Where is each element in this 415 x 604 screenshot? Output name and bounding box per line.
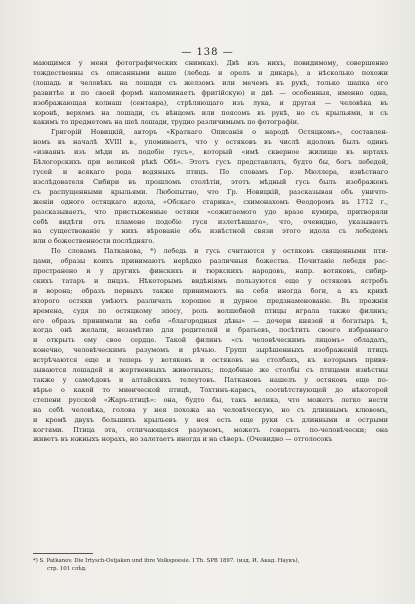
text-line: цами, образы коихъ принимаютъ нерѣдко различныя божества. Почитаніе лебедя рас-	[33, 257, 388, 266]
text-line: Григорій Новицкій, авторъ «Краткаго Описанія о народѣ Остяцкомъ», составлен-	[51, 128, 388, 137]
text-line: времена, судя по остяцкому эпосу, роль волшебной птицы играла также филинъ;	[33, 306, 388, 315]
text-line: и ворона; образъ первыхъ также принимаютъ на себя иногда боги, а къ крикѣ	[33, 286, 388, 295]
text-line: какимъ то предметомъ на шеѣ лошади, трудно различимымъ по фотографіи.	[33, 118, 300, 127]
text-line: его образъ принимали на себя «благородныя дѣвы» — дочери князей и богатыръ ѣ,	[33, 316, 388, 325]
text-line: или о божественности послѣдняго.	[33, 237, 155, 246]
text-line: развитѣе и по своей формѣ напоминаетъ фригійскую) и двѣ — особенныя, именно одна,	[33, 88, 388, 97]
text-line: (лошадь и человѣкъ на лошади съ желзомъ или мечемъ въ рукѣ, только шапка его	[33, 78, 388, 87]
text-line: конечно, человѣческимъ разумомъ и рѣчью. Групп зырѣшенныхъ изображеній птицъ	[33, 346, 388, 355]
text-line: съ распущенными крыльями. Любопытно, что Гр. Новицкій, разсказывая объ уничто-	[33, 187, 388, 196]
text-line: мающимся у меня фотографических снимках). Двѣ изъ нихъ, повидимому, совершенно	[33, 59, 388, 67]
text-line: вѣрье о какой то миѳической птицѣ, Тохтинъ-карисъ, соотвѣтствующей до нѣкоторой	[33, 385, 388, 394]
text-line: коронѣ, верхомъ на лошади, съ вѣнцомъ или поясомъ въ рукѣ, но съ крыльями, и съ	[33, 108, 388, 117]
text-line: и кромѣ двухъ большихъ крыльевъ у нея есть еще руки съ длинными и острыми	[33, 415, 388, 424]
text-line: скихъ татаръ и пнцзъ. Нѣкоторымъ видѣніямъ пользуются еще у остяковъ ястребъ	[33, 276, 388, 285]
text-line: женіи одного остяцкаго идола, «Обскаго старика», схимонахомъ Ѳеодоромъ въ 1712 г.,	[33, 197, 388, 206]
page-number: — 138 —	[181, 47, 234, 58]
text-line: изображающая колнаш (сентавра), стрѣляющаго изъ лука, и другая — человѣка въ	[33, 98, 388, 107]
text-line: разсказываетъ, что пристыженные остяки «сожигаемого удо вразе кумира, притворяли	[33, 207, 388, 216]
text-line: встрѣчаются еще и теперь у вотяковъ и остяковъ на столбахъ, къ которымъ привя-	[33, 356, 388, 365]
text-line: По словамъ Патканова, *) лебедь и гусь считаются у остяковъ священными пти-	[51, 247, 388, 256]
text-line: степени русской «Жаръ-птицѣ»: она, будто бы, такъ велика, что можетъ легко нести	[33, 395, 388, 404]
text-line: на себѣ человѣка, голова у нея похожа на человѣческую, но съ длиннымъ клювомъ,	[33, 405, 388, 414]
text-line: когтями. Птица эта, отличающаяся разумомъ, можетъ говорить по-человѣчески; она	[33, 425, 388, 434]
footnote-line: *) S. Patkanov. Die Irtysch-Ostjaken und ihre Volkspoesie. I Th. SPB 1897. (изд. И. Акад. Наукъ),	[33, 558, 300, 564]
text-line: себѣ видѣти отъ пламене подобіе гуся излетѣвшаго», что, очевидно, указываетъ	[33, 217, 388, 226]
text-line: гусей и всякаго рода водяныхъ птицъ. По словамъ Гер. Мюллера, извѣстнаго	[33, 167, 388, 176]
text-line: тождественны съ описанными выше (лебедь и орелъ и дикарь), а нѣсколько похожи	[33, 68, 388, 77]
text-line: изслѣдователя Сибири въ прошломъ столѣтіи, этотъ мѣдный гусь былъ изображенъ	[33, 177, 388, 186]
text-line: когда онѣ желали, незамѣтно для родителей и братьевъ, посѣтить своего избраннаго	[33, 326, 388, 335]
text-line: «изваянъ изъ мѣди въ подобіе гусъ», который «имѣ скверное жилище въ юртахъ	[33, 148, 388, 157]
text-line: пространено и у другихъ финскихъ и тюркскихъ народовъ, напр. вотяковъ, сибир-	[33, 267, 388, 276]
text-line: живетъ въ южныхъ норахъ, но залетаетъ иногда и на сѣверъ. (Очевидно — отголосокъ	[33, 435, 333, 444]
text-line: номъ въ началѣ XVIII в., упоминаетъ, что у остяковъ въ числѣ идоловъ былъ одинъ	[33, 138, 388, 147]
text-line: на существованіе у нихъ вѣрованіе объ извѣстной связи этого идола съ лебедемъ	[33, 227, 388, 236]
text-line: и открыть ему свое сердце. Такой филинъ «съ человѣческимъ лицомъ» обладалъ,	[33, 336, 388, 345]
text-line: зываются лошадей и жертвенныхъ животныхъ; подобные же столбы съ птицами извѣстны	[33, 366, 388, 375]
footnote-separator	[33, 553, 93, 554]
text-line: также у самоѣдовъ и алтайскихъ телеутовъ. Паткановъ нашелъ у остяковъ еще по-	[33, 376, 388, 384]
footnote	[33, 557, 388, 574]
footnote-line: стр. 101 слѣд.	[47, 566, 87, 573]
text-line: Бѣлогорскихъ при великой рѣкѣ Обѣ». Этотъ гусъ представлялъ, будто бы, богъ лебедей,	[33, 158, 388, 167]
body-text	[33, 59, 388, 445]
text-line: второго остяки умѣютъ различать хорошее и дурное предзнаменованіе. Въ прежнія	[33, 296, 388, 305]
